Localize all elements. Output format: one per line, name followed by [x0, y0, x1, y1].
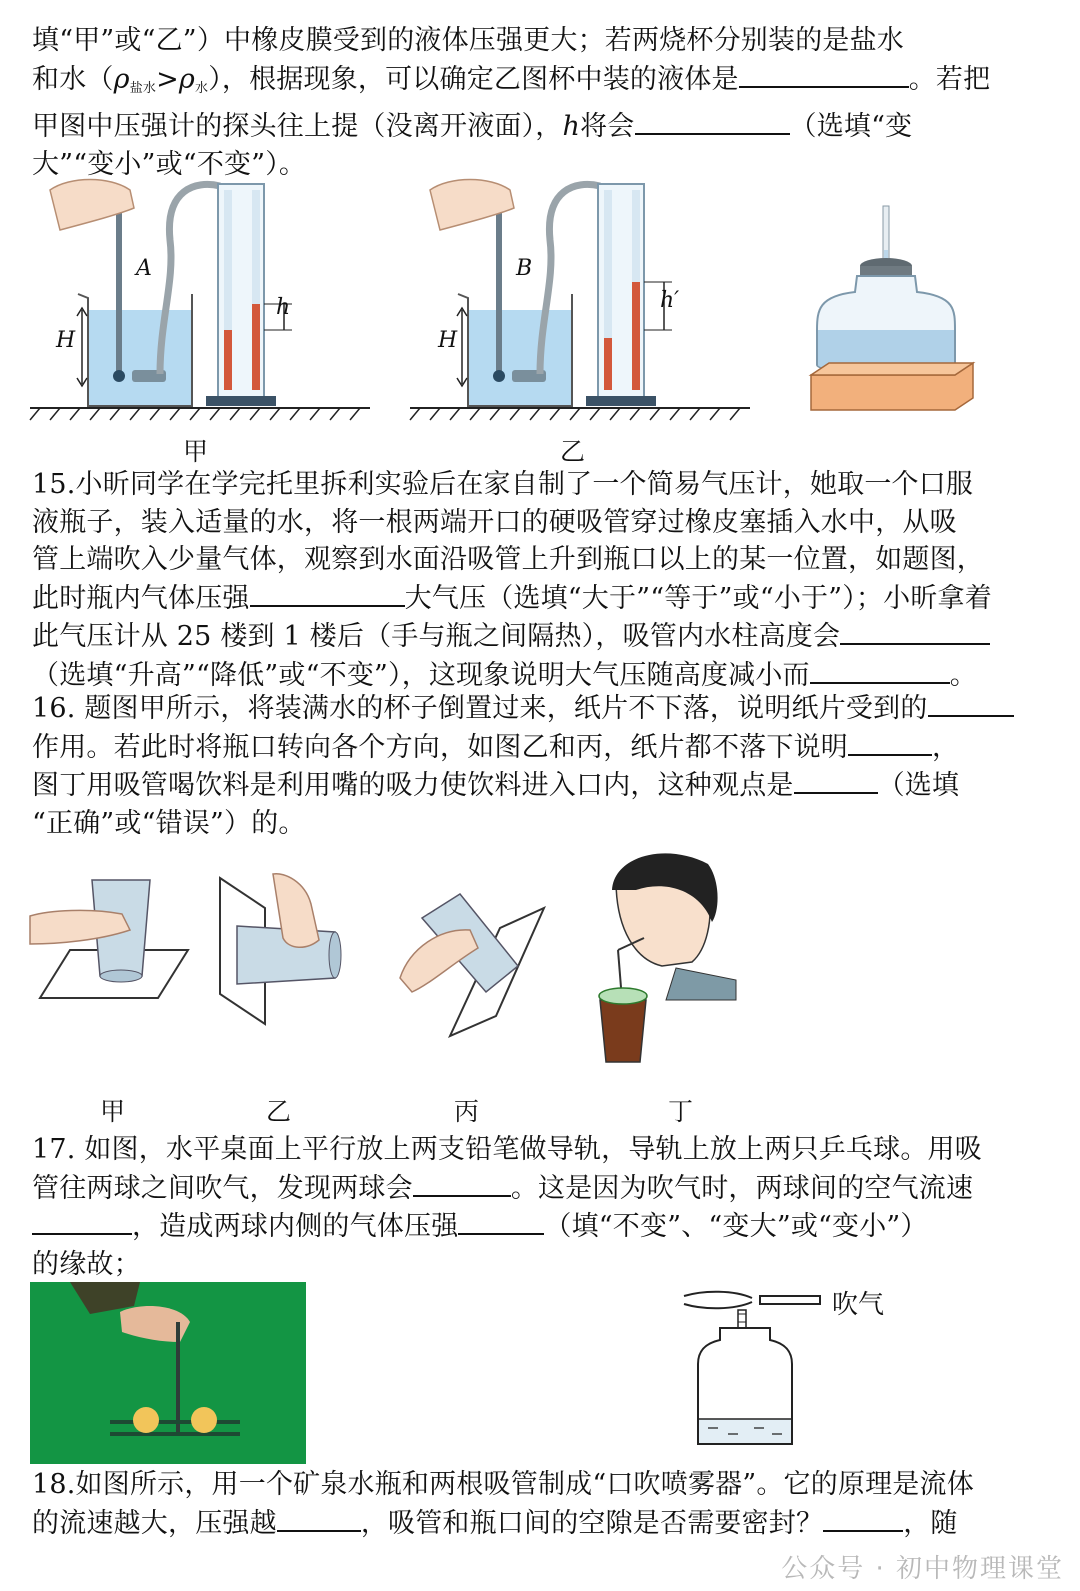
q16-line1 — [32, 689, 1048, 728]
q14-line3-mid: 将会 — [580, 111, 635, 142]
mouth-sprayer-figure — [684, 1284, 834, 1454]
rho-symbol-2: ρ — [178, 63, 195, 95]
label-h-prime: h′ — [660, 288, 680, 313]
q16-line1-pre: 16. 题图甲所示，将装满水的杯子倒置过来，纸片不下落，说明纸片受到的 — [32, 693, 928, 724]
caption-jia-16: 甲 — [100, 1097, 126, 1126]
h-symbol: h — [562, 111, 581, 142]
tilted-cup-figure-bing — [400, 888, 550, 1038]
q17-text — [32, 1131, 1048, 1283]
q16-line4: “正确”或“错误”）的。 — [32, 807, 306, 839]
caption-jia: 甲 — [183, 437, 209, 466]
q16-line2-pre: 作用。若此时将瓶口转向各个方向，如图乙和丙，纸片都不落下说明 — [32, 731, 848, 763]
q17-line2 — [32, 1169, 1048, 1208]
q15-line1: 15.小昕同学在学完托里拆利实验后在家自制了一个简易气压计，她取一个口服 — [32, 469, 974, 500]
homemade-barometer-figure — [805, 200, 975, 415]
pressure-gauge-figure-yi — [410, 170, 760, 420]
caption-yi-16: 乙 — [266, 1097, 292, 1126]
q14-line2 — [32, 60, 1048, 108]
answer-blank[interactable] — [928, 689, 1014, 717]
q15-line6-pre: （选填“升高”“降低”或“不变”），这现象说明大气压随高度减小而 — [32, 659, 810, 691]
q17-line3-end: （填“不变”、“变大”或“变小”） — [544, 1211, 928, 1242]
q16-line2-end: ， — [932, 731, 960, 763]
answer-blank[interactable] — [840, 617, 990, 645]
q15-line4-post: 大气压（选填“大于”“等于”或“小于”）；小昕拿着 — [404, 582, 992, 614]
inverted-cup-figure-jia — [30, 870, 190, 1000]
label-B: B — [516, 256, 533, 281]
answer-blank[interactable] — [739, 60, 909, 88]
boy-drinking-straw-figure-ding — [596, 850, 741, 1070]
label-h: h — [276, 295, 291, 320]
q15-line4-pre: 此时瓶内气体压强 — [32, 582, 250, 614]
caption-yi: 乙 — [560, 437, 586, 466]
answer-blank[interactable] — [848, 728, 932, 756]
q17-line3-post: ，造成两球内侧的气体压强 — [132, 1211, 459, 1242]
q15-line2: 液瓶子，装入适量的水，将一根两端开口的硬吸管穿过橡皮塞插入水中，从吸 — [32, 506, 957, 538]
ping-pong-balls-photo — [30, 1282, 306, 1464]
q18-line2-post: ，吸管和瓶口间的空隙是否需要密封？ — [360, 1507, 824, 1539]
answer-blank[interactable] — [277, 1504, 361, 1532]
rho-symbol: ρ — [113, 63, 130, 95]
caption-ding-16: 丁 — [668, 1097, 694, 1126]
blow-label: 吹气 — [832, 1290, 885, 1320]
q16-line2 — [32, 728, 1048, 767]
q16-line3-end: （选填 — [877, 770, 960, 801]
q16-text — [32, 689, 1048, 842]
q17-line2-pre: 管往两球之间吹气，发现两球会 — [32, 1172, 413, 1204]
q16-line3 — [32, 766, 1048, 805]
answer-blank[interactable] — [32, 1207, 132, 1235]
label-A: A — [136, 256, 152, 281]
q15-line5-pre: 此气压计从 25 楼到 1 楼后（手与瓶之间隔热），吸管内水柱高度会 — [32, 621, 841, 652]
q18-line2-end: ，随 — [903, 1507, 958, 1539]
q18-text — [32, 1466, 1048, 1542]
q17-line1: 17. 如图，水平桌面上平行放上两支铅笔做导轨，导轨上放上两只乒乓球。用吸 — [32, 1134, 982, 1165]
q15-line3: 管上端吹入少量气体，观察到水面沿吸管上升到瓶口以上的某一位置，如题图， — [32, 544, 984, 575]
q18-line2 — [32, 1504, 1048, 1543]
q18-line2-pre: 的流速越大，压强越 — [32, 1507, 277, 1539]
q14-line2-pre: 和水（ — [32, 63, 114, 95]
q15-line5 — [32, 617, 1048, 656]
q17-line2-post: 。这是因为吹气时，两球间的空气流速 — [510, 1172, 974, 1204]
q18-line1: 18.如图所示，用一个矿泉水瓶和两根吸管制成“口吹喷雾器”。它的原理是流体 — [32, 1469, 974, 1500]
answer-blank[interactable] — [458, 1207, 544, 1235]
rho-sub-water: 水 — [195, 80, 209, 96]
answer-blank[interactable] — [635, 107, 790, 135]
q14-line2-post: ），根据现象，可以确定乙图杯中装的液体是 — [208, 63, 739, 95]
q14-line3-pre: 甲图中压强计的探头往上提（没离开液面）， — [32, 111, 563, 142]
q14-line3 — [32, 107, 1048, 146]
q14-line3-end: （选填“变 — [789, 111, 913, 142]
sideways-cup-figure-yi — [215, 868, 345, 1028]
caption-bing-16: 丙 — [454, 1097, 480, 1126]
answer-blank[interactable] — [250, 579, 405, 607]
q14-text — [32, 22, 1048, 183]
answer-blank[interactable] — [810, 656, 950, 684]
label-H-yi: H — [438, 328, 458, 353]
rho-sub-brine: 盐水 — [129, 80, 157, 96]
q17-line4: 的缘故； — [32, 1248, 141, 1280]
q15-line6-end: 。 — [949, 659, 977, 691]
pressure-gauge-figure-jia — [30, 170, 380, 420]
q16-line3-pre: 图丁用吸管喝饮料是利用嘴的吸力使饮料进入口内，这种观点是 — [32, 770, 794, 801]
label-H-jia: H — [56, 328, 76, 353]
answer-blank[interactable] — [823, 1504, 903, 1532]
gt-sign: > — [156, 63, 179, 95]
q14-line4: 大”“变小”或“不变”）。 — [32, 148, 307, 180]
q14-line2-end: 。若把 — [908, 63, 991, 95]
answer-blank[interactable] — [413, 1169, 511, 1197]
q15-line4 — [32, 579, 1048, 618]
q14-line1: 填“甲”或“乙”）中橡皮膜受到的液体压强更大；若两烧杯分别装的是盐水 — [32, 25, 905, 56]
q15-text — [32, 466, 1048, 694]
q17-line3 — [32, 1207, 1048, 1246]
answer-blank[interactable] — [794, 766, 878, 794]
watermark: 公众号 · 初中物理课堂 — [781, 1554, 1064, 1584]
